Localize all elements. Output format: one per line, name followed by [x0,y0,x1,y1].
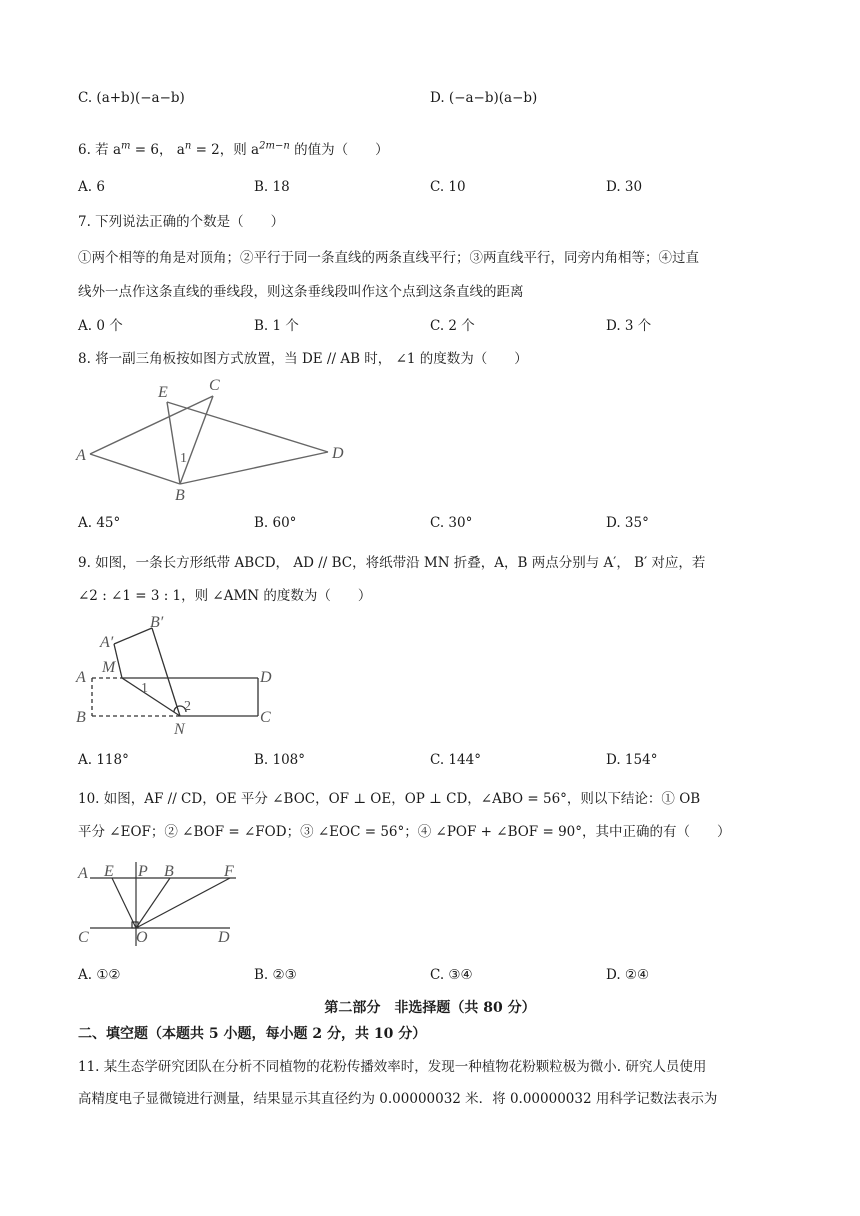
q9-label-m: M [102,659,116,676]
section-2-title: 二、填空题（本题共 5 小题，每小题 2 分，共 10 分） [78,1026,427,1042]
q10-option-d: D. ②④ [606,967,650,983]
q9-label-b-prime: B′ [150,614,164,631]
q11-line-1: 11. 某生态学研究团队在分析不同植物的花粉传播效率时，发现一种植物花粉颗粒极为微小. 研究人员使用 [78,1059,707,1075]
q9-label-c: C [260,709,271,726]
q10-option-a: A. ①② [78,967,121,983]
q10-option-b: B. ②③ [254,967,297,983]
q8-label-c: C [209,377,220,394]
q7-option-c: C. 2 个 [430,318,475,334]
q7-option-b: B. 1 个 [254,318,299,334]
q10-stem-line-1: 10. 如图，AF // CD，OE 平分 ∠BOC，OF ⊥ OE，OP ⊥ CD，∠ABO = 56°，则以下结论：① OB [78,791,701,807]
q8-option-b: B. 60° [254,515,297,531]
q10-option-c: C. ③④ [430,967,473,983]
q6-option-c: C. 10 [430,179,466,195]
q9-stem-line-1: 9. 如图，一条长方形纸带 ABCD， AD // BC，将纸带沿 MN 折叠，A，B 两点分别与 A′， B′ 对应，若 [78,555,706,571]
part-2-title: 第二部分 非选择题（共 80 分） [324,1000,536,1016]
q9-option-b: B. 108° [254,752,306,768]
q9-stem-line-2: ∠2 : ∠1 = 3 : 1，则 ∠AMN 的度数为（ ） [78,588,372,604]
q7-body-line-2: 线外一点作这条直线的垂线段，则这条垂线段叫作这个点到这条直线的距离 [78,284,524,300]
q8-figure [70,372,360,507]
q5-option-c: C. (a+b)(−a−b) [78,90,185,106]
q8-label-a: A [76,447,86,464]
q7-stem: 7. 下列说法正确的个数是（ ） [78,214,285,230]
q8-option-a: A. 45° [78,515,121,531]
q8-label-b: B [175,487,185,504]
q10-label-c: C [78,929,89,946]
q10-label-b: B [164,863,174,880]
q9-label-n: N [174,721,185,738]
q9-label-a: A [76,669,86,686]
q7-option-a: A. 0 个 [78,318,123,334]
q10-label-a: A [78,865,88,882]
q10-label-o: O [136,929,148,946]
q11-line-2: 高精度电子显微镜进行测量，结果显示其直径约为 0.00000032 米．将 0.00000032 用科学记数法表示为 [78,1091,718,1107]
q6-option-d: D. 30 [606,179,643,195]
q9-label-d: D [260,669,272,686]
q8-angle-1-label: 1 [180,451,187,466]
q10-label-p: P [138,863,148,880]
q10-label-d: D [218,929,230,946]
q9-figure [70,612,290,740]
q8-label-e: E [158,384,168,401]
q9-label-a-prime: A′ [100,634,114,651]
q10-label-f: F [224,863,234,880]
q7-option-d: D. 3 个 [606,318,652,334]
q9-label-b: B [76,709,86,726]
q5-option-d: D. (−a−b)(a−b) [430,90,538,106]
q9-angle-1-label: 1 [141,681,148,696]
q6-option-b: B. 18 [254,179,290,195]
q7-body-line-1: ①两个相等的角是对顶角；②平行于同一条直线的两条直线平行；③两直线平行，同旁内角相等；④过直 [78,250,699,266]
q8-stem: 8. 将一副三角板按如图方式放置，当 DE // AB 时， ∠1 的度数为（ ） [78,351,528,367]
q6-option-a: A. 6 [78,179,105,195]
q10-label-e: E [104,863,114,880]
q6-stem: 6. 若 $a^m = 6$， $a^n = 2$，则 $a^{2m-n}$ 的值为（ ） [78,140,389,158]
q8-label-d: D [332,445,344,462]
q9-angle-2-label: 2 [184,699,191,714]
q9-option-a: A. 118° [78,752,129,768]
q9-option-c: C. 144° [430,752,481,768]
q10-figure [70,850,270,960]
q10-stem-line-2: 平分 ∠EOF；② ∠BOF = ∠FOD；③ ∠EOC = 56°；④ ∠POF + ∠BOF = 90°，其中正确的有（ ） [78,824,731,840]
q8-option-c: C. 30° [430,515,473,531]
q8-option-d: D. 35° [606,515,649,531]
q9-option-d: D. 154° [606,752,658,768]
